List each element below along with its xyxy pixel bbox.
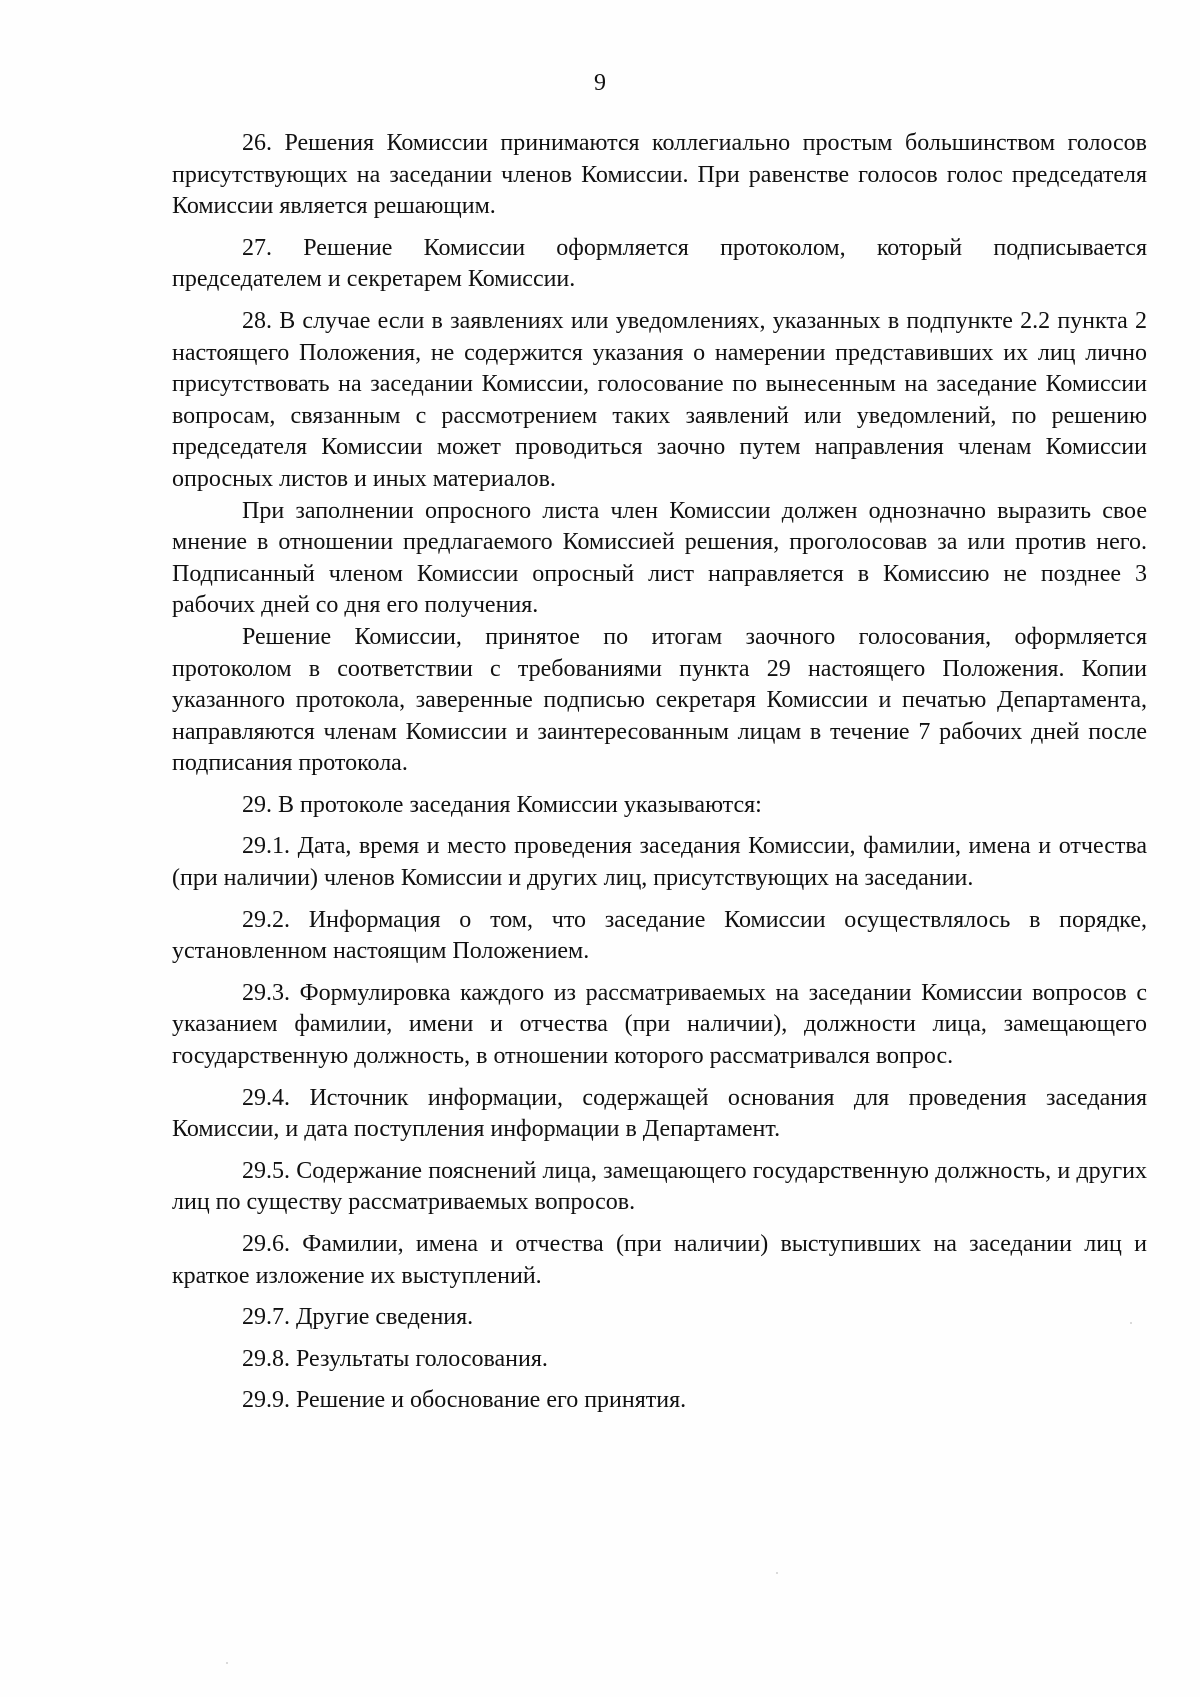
paragraph-29-3: 29.3. Формулировка каждого из рассматриваемых на заседании Комиссии вопросов с указанием фамилии, имени и отчества (при наличии), должности лица, замещающего государственную должность, в отношении которого рассматривался вопрос. bbox=[172, 979, 1147, 1070]
paragraph-29-8: 29.8. Результаты голосования. bbox=[242, 1345, 548, 1372]
paragraph-28: 28. В случае если в заявлениях или уведомлениях, указанных в подпункте 2.2 пункта 2 настоящего Положения, не содержится указания о намерении представивших их лиц лично присутствовать на заседании Комиссии, голосование по вынесенным на заседание Комиссии вопросам, связанным с рассмотрением таких заявлений или уведомлений, по решению председателя Комиссии может проводиться заочно путем направления членам Комиссии опросных листов и иных материалов. bbox=[172, 307, 1147, 492]
paragraph-29-2: 29.2. Информация о том, что заседание Комиссии осуществлялось в порядке, установленном настоящим Положением. bbox=[172, 906, 1147, 965]
scan-speck bbox=[776, 1572, 778, 1574]
paragraph-26: 26. Решения Комиссии принимаются коллегиально простым большинством голосов присутствующих на заседании членов Комиссии. При равенстве голосов голос председателя Комиссии является решающим. bbox=[172, 130, 1147, 220]
paragraph-29-6: 29.6. Фамилии, имена и отчества (при наличии) выступивших на заседании лиц и краткое изложение их выступлений. bbox=[172, 1231, 1147, 1289]
paragraph-29-7: 29.7. Другие сведения. bbox=[242, 1304, 474, 1331]
paragraph-29-5: 29.5. Содержание пояснений лица, замещающего государственную должность, и других лиц по существу рассматриваемых вопросов. bbox=[172, 1157, 1147, 1216]
paragraph-29-4: 29.4. Источник информации, содержащей основания для проведения заседания Комиссии, и дата поступления информации в Департамент. bbox=[172, 1084, 1147, 1143]
scan-speck bbox=[1130, 1322, 1132, 1324]
page-number: 9 bbox=[594, 70, 606, 96]
paragraph-29-1: 29.1. Дата, время и место проведения заседания Комиссии, фамилии, имена и отчества (при наличии) членов Комиссии и других лиц, присутствующих на заседании. bbox=[172, 833, 1147, 892]
document-body bbox=[172, 128, 1147, 1417]
paragraph-29: 29. В протоколе заседания Комиссии указываются: bbox=[242, 791, 762, 818]
paragraph-29-9: 29.9. Решение и обоснование его принятия. bbox=[242, 1387, 687, 1414]
paragraph-28-absentee-decision: Решение Комиссии, принятое по итогам заочного голосования, оформляется протоколом в соответствии с требованиями пункта 29 настоящего Положения. Копии указанного протокола, заверенные подписью секретаря Комиссии и печатью Департамента, направляются членам Комиссии и заинтересованным лицам в течение 7 рабочих дней после подписания протокола. bbox=[172, 623, 1147, 777]
scan-speck bbox=[226, 1662, 228, 1664]
paragraph-27: 27. Решение Комиссии оформляется протоколом, который подписывается председателем и секретарем Комиссии. bbox=[172, 234, 1147, 293]
paragraph-28-questionnaire: При заполнении опросного листа член Комиссии должен однозначно выразить свое мнение в отношении предлагаемого Комиссией решения, проголосовав за или против него. Подписанный членом Комиссии опросный лист направляется в Комиссию не позднее 3 рабочих дней со дня его получения. bbox=[172, 497, 1147, 619]
